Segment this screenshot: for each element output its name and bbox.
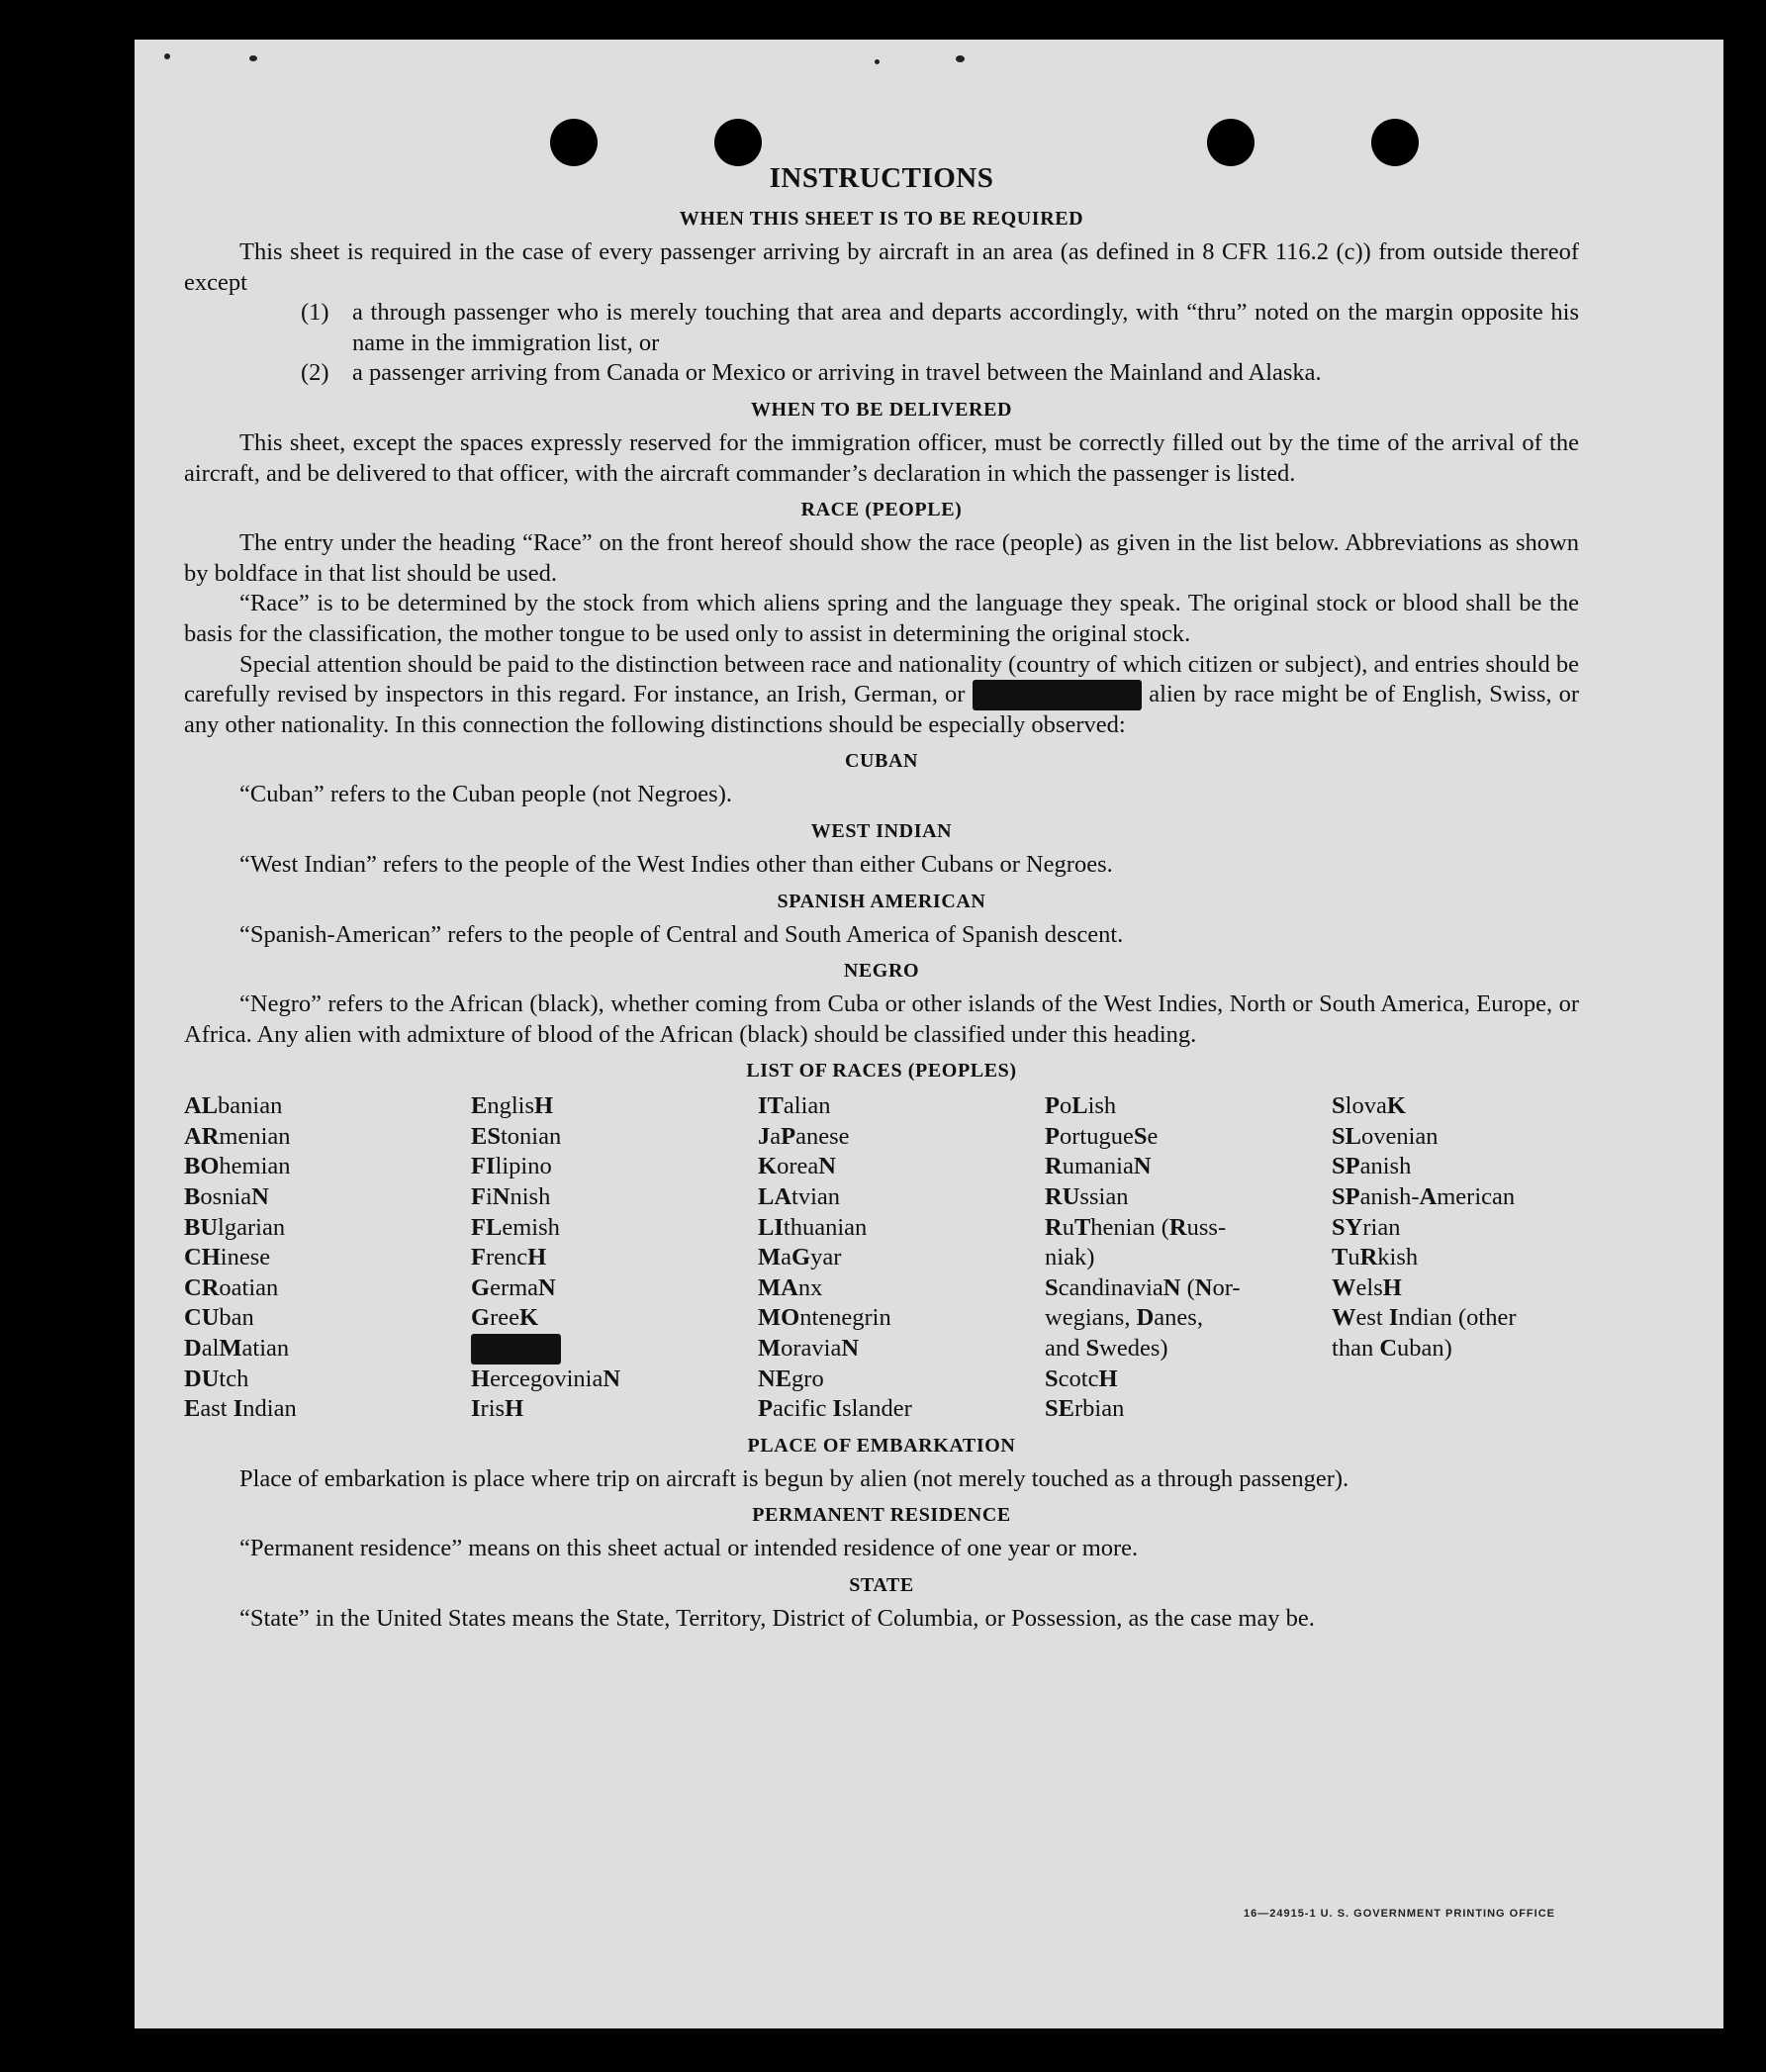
- race-entry: SYrian: [1332, 1213, 1401, 1241]
- residence-text: “Permanent residence” means on this sheet actual or intended residence of one year or more.: [239, 1535, 1139, 1562]
- race-entry: NEgro: [758, 1365, 824, 1392]
- race-entry: CRoatian: [184, 1273, 279, 1301]
- race-entry: CHinese: [184, 1244, 271, 1271]
- race-entry: GreeK: [471, 1304, 539, 1332]
- race-entry: FrencH: [471, 1244, 547, 1271]
- negro-text: “Negro” refers to the African (black), whether coming from Cuba or other islands of the West Indies, North or South America, Europe, or Africa. Any alien with admixture of blood of the African (black) should be classified under this heading.: [184, 990, 1579, 1048]
- race-entry: GermaN: [471, 1273, 556, 1301]
- race-entry: PortugueSe: [1045, 1122, 1159, 1150]
- heading-negro: NEGRO: [843, 960, 920, 983]
- speck: [956, 55, 965, 62]
- race-entry: RumaniaN: [1045, 1153, 1152, 1180]
- race-entry: SlovaK: [1332, 1092, 1406, 1120]
- heading-permanent-residence: PERMANENT RESIDENCE: [752, 1504, 1011, 1527]
- race-paragraph-2: “Race” is to be determined by the stock from which aliens spring and the language they speak. The original stock or blood shall be the basis for the classification, the mother tongue to be used only to assist in determining the original stock.: [184, 590, 1579, 647]
- item-text: a passenger arriving from Canada or Mexico or arriving in travel between the Mainland and Alaska.: [352, 359, 1322, 387]
- race-entry: RUssian: [1045, 1183, 1129, 1211]
- item-number: (1): [301, 299, 329, 327]
- races-list: [184, 1091, 1579, 1425]
- race-entry: BOhemian: [184, 1153, 291, 1180]
- west-indian-text: “West Indian” refers to the people of the West Indies other than either Cubans or Negroes.: [239, 850, 1113, 878]
- item-number: (2): [301, 359, 329, 387]
- race-entry: TuRkish: [1332, 1244, 1419, 1271]
- race-entry: DUtch: [184, 1365, 249, 1392]
- heading-west-indian: WEST INDIAN: [810, 819, 953, 842]
- race-entry: BUlgarian: [184, 1213, 286, 1241]
- race-entry: ALbanian: [184, 1092, 283, 1120]
- race-entry: SLovenian: [1332, 1122, 1439, 1150]
- race-entry: BosniaN: [184, 1183, 269, 1211]
- race-entry: IrisH: [471, 1395, 524, 1423]
- embarkation-text: Place of embarkation is place where trip on aircraft is begun by alien (not merely touched as a through passenger).: [239, 1464, 1349, 1492]
- instructions-body: [184, 158, 1579, 1635]
- exception-item: [184, 358, 1579, 389]
- race-entry: MaGyar: [758, 1244, 842, 1271]
- race-entry: PoLish: [1045, 1092, 1117, 1120]
- race-entry: MoraviaN: [758, 1335, 860, 1363]
- speck: [249, 55, 257, 61]
- race-entry: SErbian: [1045, 1395, 1125, 1423]
- heading-spanish-american: SPANISH AMERICAN: [777, 890, 986, 912]
- race-entry: ARmenian: [184, 1122, 291, 1150]
- race-entry: EStonian: [471, 1122, 562, 1150]
- races-column: [1332, 1091, 1589, 1425]
- race-paragraph-3b: alien by race might be of English, Swiss, or any other nationality. In this connection the following distinctions should be especially observed:: [184, 681, 1580, 738]
- race-entry: KoreaN: [758, 1153, 836, 1180]
- heading-when-delivered: WHEN TO BE DELIVERED: [750, 398, 1013, 421]
- required-intro: This sheet is required in the case of every passenger arriving by aircraft in an area (as defined in 8 CFR 116.2 (c)) from outside thereof except: [184, 238, 1579, 296]
- race-paragraph-3a: Special attention should be paid to the distinction between race and nationality (country of which citizen or subject), and entries should be carefully revised by inspectors in this regard. For instance, an Irish, German, or: [184, 650, 1579, 708]
- race-entry: LAtvian: [758, 1183, 841, 1211]
- race-entry: JaPanese: [758, 1122, 850, 1150]
- page-title: INSTRUCTIONS: [769, 162, 994, 194]
- item-text: a through passenger who is merely touching that area and departs accordingly, with “thru” noted on the margin opposite his name in the immigration list, or: [352, 299, 1579, 356]
- heading-list-of-races: LIST OF RACES (PEOPLES): [746, 1060, 1017, 1083]
- heading-state: STATE: [849, 1574, 914, 1596]
- races-column: [184, 1091, 471, 1425]
- race-entry: EnglisH: [471, 1092, 554, 1120]
- exception-item: [184, 298, 1579, 358]
- heading-race: RACE (PEOPLE): [800, 499, 963, 521]
- race-paragraph-3: [184, 650, 1579, 741]
- race-entry: SPanish: [1332, 1153, 1412, 1180]
- races-column: [758, 1091, 1045, 1425]
- document-sheet: [135, 40, 1723, 2028]
- heading-embarkation: PLACE OF EMBARKATION: [747, 1434, 1016, 1457]
- race-entry: CUban: [184, 1304, 254, 1332]
- race-entry: MOntenegrin: [758, 1304, 891, 1332]
- redaction-mark: [471, 1334, 561, 1365]
- race-entry: ScotcH: [1045, 1365, 1118, 1392]
- race-entry: HercegoviniaN: [471, 1365, 621, 1392]
- delivered-text: This sheet, except the spaces expressly reserved for the immigration officer, must be correctly filled out by the time of the arrival of the aircraft, and be delivered to that officer, with the aircraft commander’s declaration in which the passenger is listed.: [184, 428, 1579, 487]
- races-column: [1045, 1091, 1332, 1425]
- speck: [875, 59, 880, 64]
- heading-when-required: WHEN THIS SHEET IS TO BE REQUIRED: [679, 208, 1084, 230]
- race-entry: ITalian: [758, 1092, 831, 1120]
- race-entry: LIthuanian: [758, 1213, 868, 1241]
- spanish-american-text: “Spanish-American” refers to the people of Central and South America of Spanish descent.: [239, 920, 1124, 948]
- race-entry-redacted: [471, 1334, 758, 1365]
- race-entry: ScandinaviaN (Nor- wegians, Danes, and Swedes): [1045, 1273, 1241, 1363]
- race-entry: East Indian: [184, 1395, 297, 1423]
- race-entry: MAnx: [758, 1273, 823, 1301]
- state-text: “State” in the United States means the State, Territory, District of Columbia, or Possession, as the case may be.: [239, 1605, 1315, 1632]
- printing-office-code: 16—24915-1 U. S. GOVERNMENT PRINTING OFFICE: [1243, 1908, 1555, 1920]
- race-entry: FiNnish: [471, 1183, 551, 1211]
- races-column: [471, 1091, 758, 1425]
- race-entry: WelsH: [1332, 1273, 1402, 1301]
- cuban-text: “Cuban” refers to the Cuban people (not Negroes).: [239, 781, 732, 808]
- race-entry: FLemish: [471, 1213, 560, 1241]
- race-entry: DalMatian: [184, 1335, 290, 1363]
- redaction-mark: [973, 680, 1143, 710]
- race-paragraph-1: The entry under the heading “Race” on the front hereof should show the race (people) as given in the list below. Abbreviations as shown by boldface in that list should be used.: [184, 529, 1579, 587]
- race-entry: RuThenian (Russ- niak): [1045, 1213, 1227, 1271]
- race-entry: West Indian (other than Cuban): [1332, 1304, 1517, 1363]
- race-entry: Pacific Islander: [758, 1395, 912, 1423]
- race-entry: SPanish-American: [1332, 1183, 1516, 1211]
- heading-cuban: CUBAN: [844, 750, 919, 773]
- race-entry: FIlipino: [471, 1153, 552, 1180]
- speck: [164, 53, 170, 59]
